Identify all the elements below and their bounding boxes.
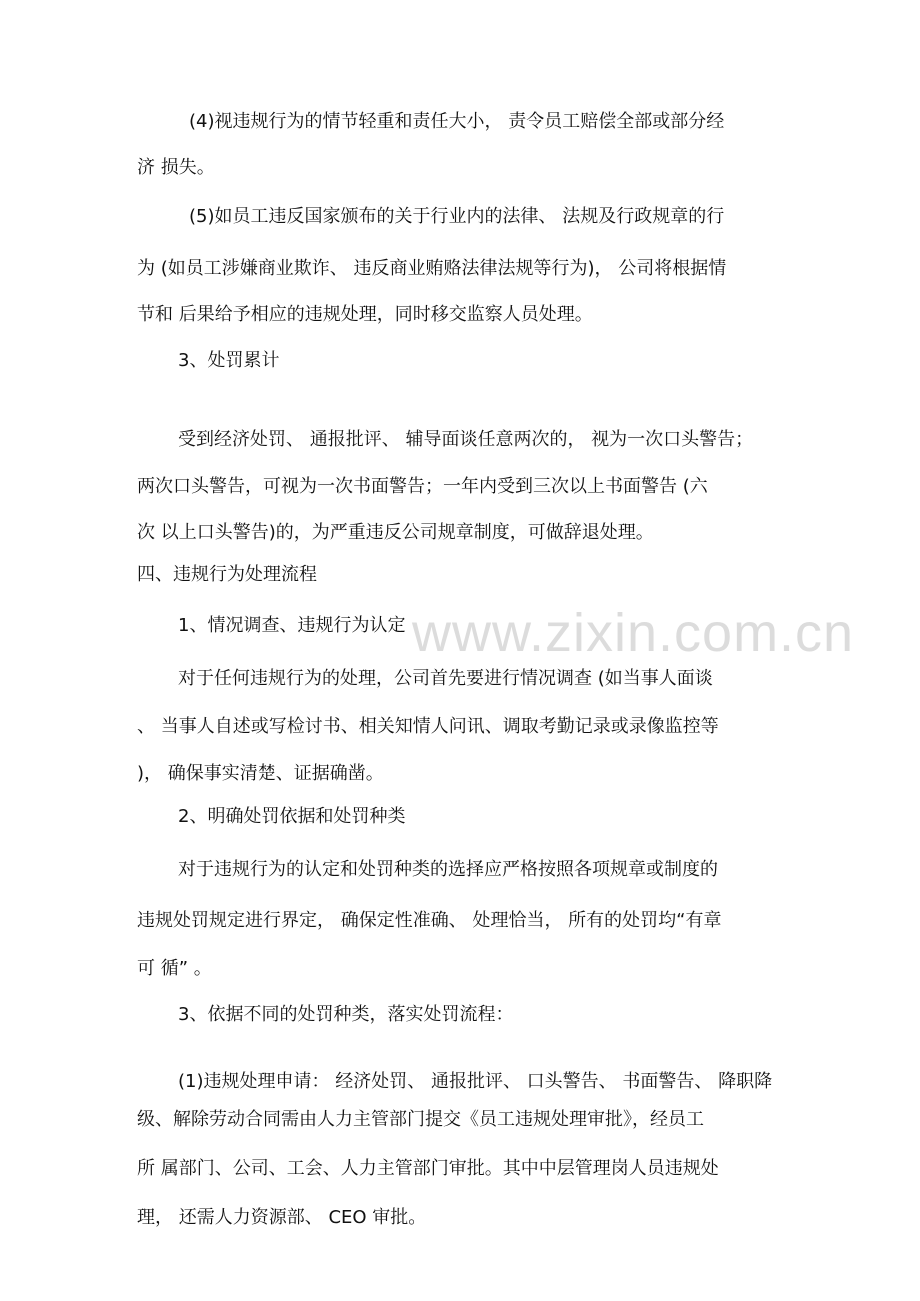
text-line: )， 确保事实清楚、证据确凿。 <box>137 763 384 784</box>
text-line: 受到经济处罚、 通报批评、 辅导面谈任意两次的， 视为一次口头警告； <box>178 429 754 450</box>
watermark: www.zixin.com.cn <box>412 603 855 663</box>
section-heading: 2、明确处罚依据和处罚种类 <box>178 806 406 827</box>
text-line: 、 当事人自述或写检讨书、相关知情人问讯、调取考勤记录或录像监控等 <box>137 716 719 737</box>
section-heading: 3、处罚累计 <box>178 350 280 371</box>
text-line: 理， 还需人力资源部、 CEO 审批。 <box>137 1207 427 1228</box>
text-line: 所 属部门、公司、工会、人力主管部门审批。其中中层管理岗人员违规处 <box>137 1158 719 1179</box>
chapter-heading: 四、违规行为处理流程 <box>137 564 317 585</box>
section-heading: 3、依据不同的处罚种类，落实处罚流程： <box>178 1004 514 1025</box>
text-line: 两次口头警告，可视为一次书面警告；一年内受到三次以上书面警告 (六 <box>137 476 708 497</box>
text-line: 对于任何违规行为的处理，公司首先要进行情况调查 (如当事人面谈 <box>178 668 713 689</box>
section-heading: 1、情况调查、违规行为认定 <box>178 615 406 636</box>
text-line: 对于违规行为的认定和处罚种类的选择应严格按照各项规章或制度的 <box>178 859 718 880</box>
text-line: (4)视违规行为的情节轻重和责任大小， 责令员工赔偿全部或部分经 <box>189 111 725 132</box>
text-line: 节和 后果给予相应的违规处理，同时移交监察人员处理。 <box>137 304 593 325</box>
text-line: 济 损失。 <box>137 157 215 178</box>
text-line: 违规处罚规定进行界定， 确保定性准确、 处理恰当， 所有的处罚均“有章 <box>137 910 722 931</box>
text-line: (1)违规处理申请： 经济处罚、 通报批评、 口头警告、 书面警告、 降职降 <box>178 1071 773 1092</box>
text-line: 可 循” 。 <box>137 958 212 979</box>
text-line: 为 (如员工涉嫌商业欺诈、 违反商业贿赂法律法规等行为)， 公司将根据情 <box>137 258 727 279</box>
text-line: (5)如员工违反国家颁布的关于行业内的法律、 法规及行政规章的行 <box>189 206 725 227</box>
text-line: 次 以上口头警告)的，为严重违反公司规章制度，可做辞退处理。 <box>137 522 654 543</box>
text-line: 级、解除劳动合同需由人力主管部门提交《员工违规处理审批》，经员工 <box>137 1109 704 1130</box>
